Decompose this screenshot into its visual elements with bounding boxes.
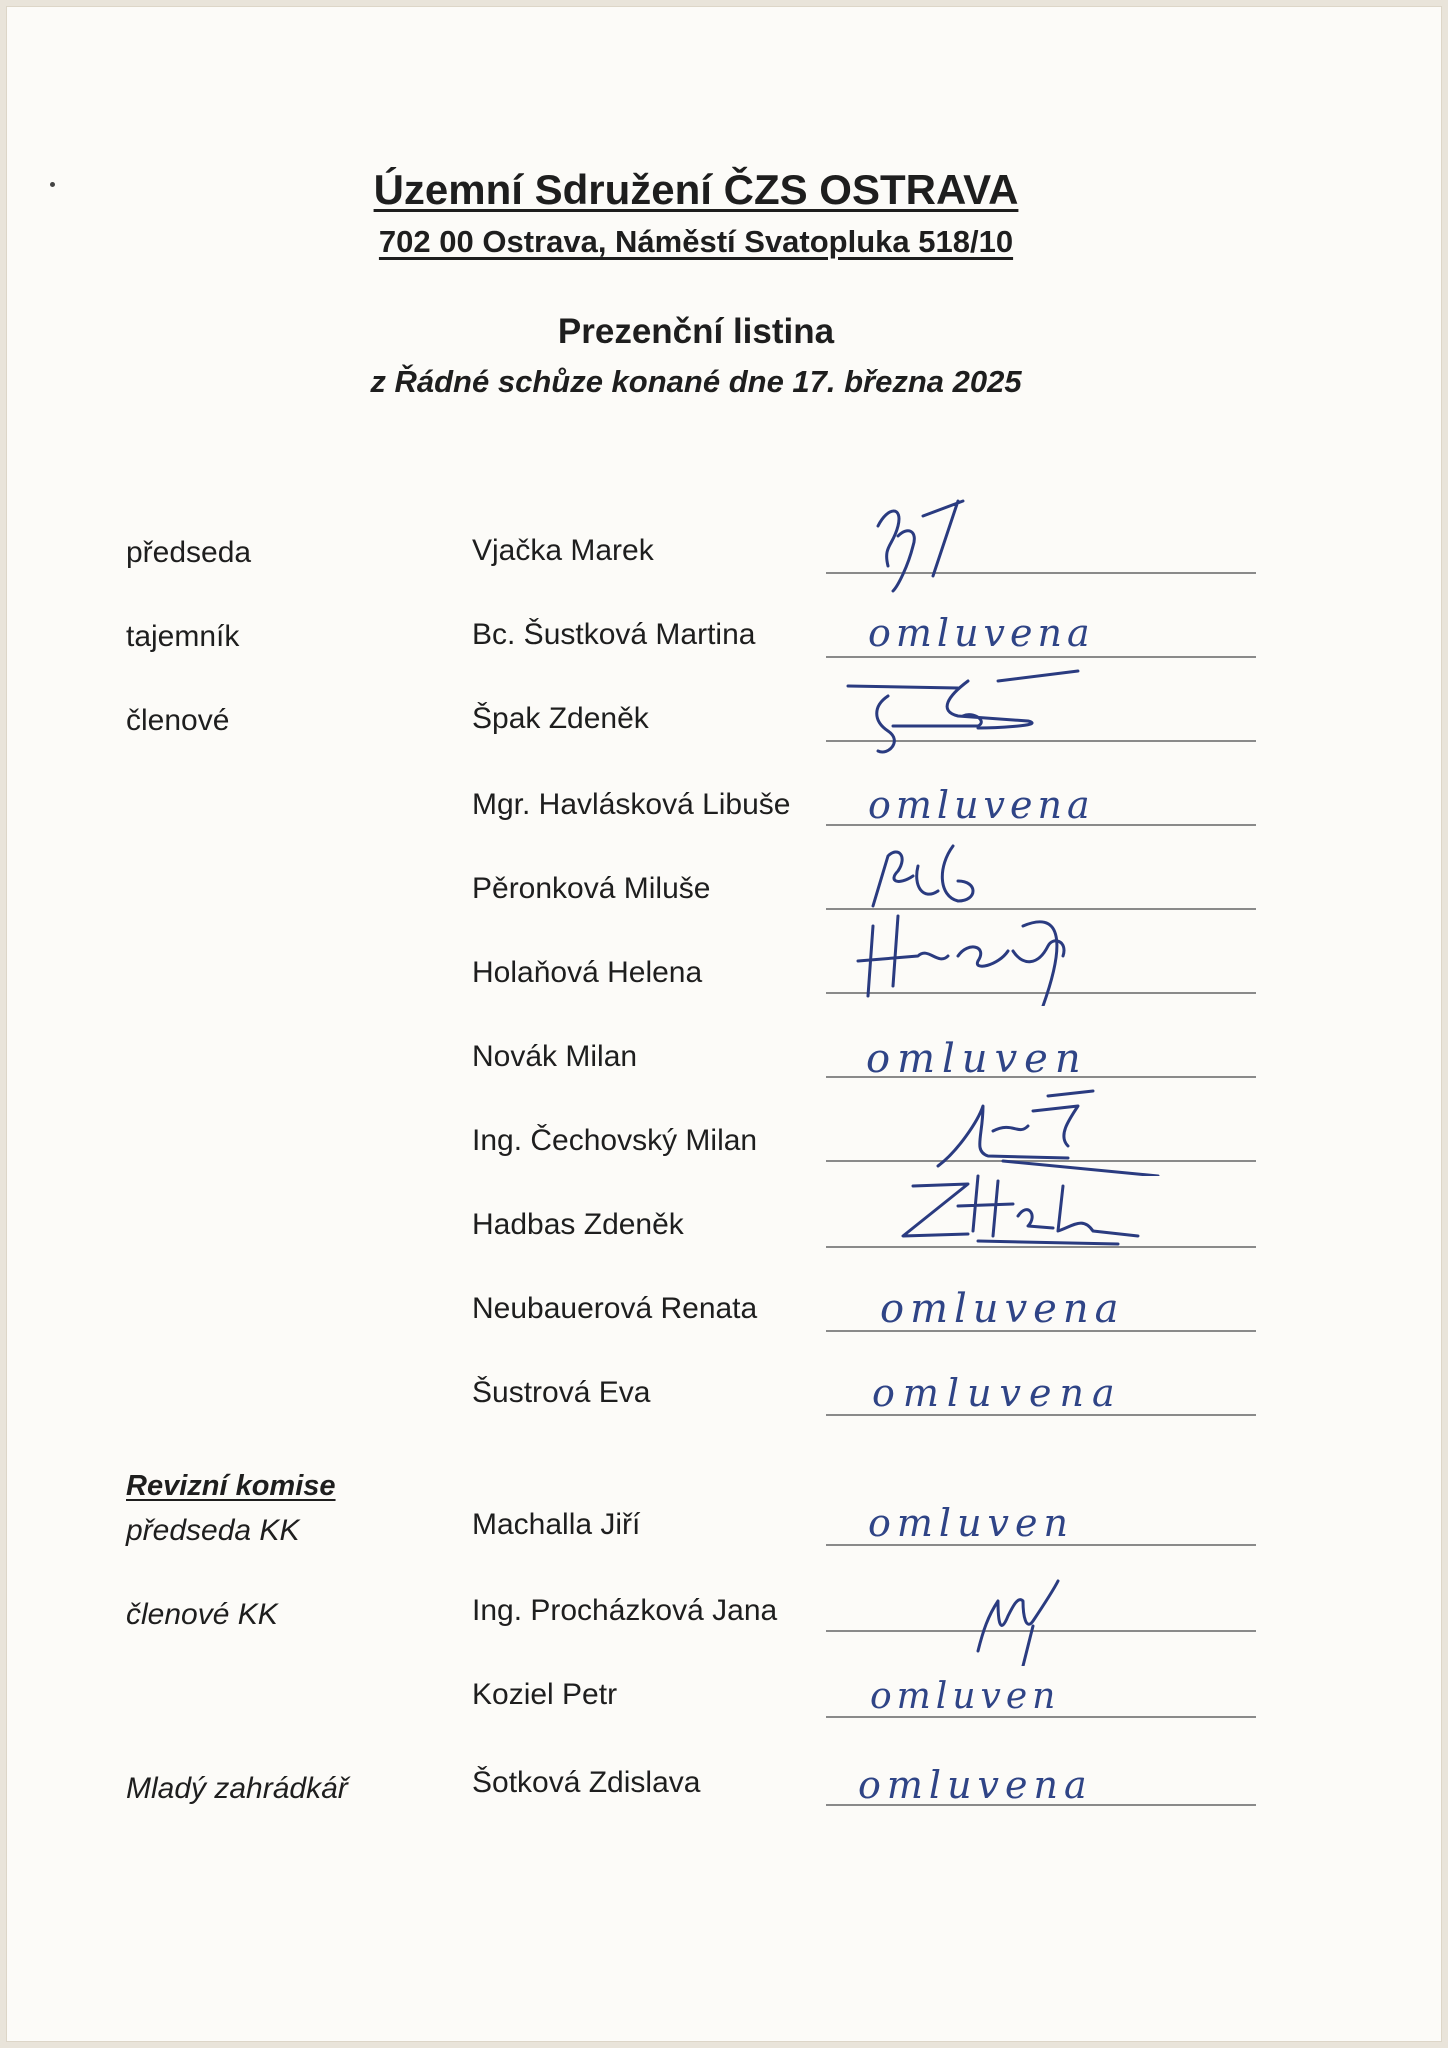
row-name: Holaňová Helena: [472, 956, 703, 989]
row-name: Bc. Šustková Martina: [472, 618, 756, 651]
row-name: Neubauerová Renata: [472, 1292, 758, 1325]
organization-name: Územní Sdružení ČZS OSTRAVA: [373, 166, 1019, 213]
svg-text:omluven: omluven: [866, 1036, 1088, 1082]
signature-text: [828, 1324, 1258, 1434]
row-role: předseda KK: [126, 1514, 300, 1547]
signature-text: [828, 1716, 1258, 1826]
document-page: [6, 6, 1442, 2042]
organization-address: 702 00 Ostrava, Náměstí Svatopluka 518/10: [378, 224, 1014, 259]
svg-text:omluvena: omluvena: [880, 1286, 1125, 1332]
row-name: Ing. Čechovský Milan: [472, 1124, 758, 1157]
row-role: předseda: [126, 536, 252, 569]
row-role: členové KK: [126, 1598, 278, 1631]
row-role: tajemník: [126, 620, 240, 653]
row-name: Vjačka Marek: [472, 534, 654, 567]
row-name: Špak Zdeněk: [472, 702, 649, 735]
row-name: Novák Milan: [472, 1040, 638, 1073]
row-name: Pěronková Miluše: [472, 872, 711, 905]
svg-text:omluvena: omluvena: [872, 1371, 1123, 1415]
svg-text:omluvena: omluvena: [868, 783, 1095, 827]
document-subtitle: z Řádné schůze konané dne 17. března 2025: [370, 364, 1022, 399]
document-title: Prezenční listina: [557, 312, 835, 351]
row-name: Machalla Jiří: [472, 1508, 641, 1541]
svg-text:omluvena: omluvena: [868, 611, 1095, 655]
svg-text:omluvena: omluvena: [858, 1763, 1093, 1807]
svg-text:omluven: omluven: [870, 1676, 1061, 1717]
row-role: Mladý zahrádkář: [126, 1772, 348, 1805]
row-name: Šotková Zdislava: [472, 1766, 701, 1799]
row-name: Ing. Procházková Jana: [472, 1594, 778, 1627]
svg-text:omluven: omluven: [868, 1501, 1074, 1545]
signature-text: [828, 1454, 1258, 1564]
row-name: Koziel Petr: [472, 1678, 618, 1711]
section-heading-revision: Revizní komise: [126, 1470, 336, 1502]
row-name: Hadbas Zdeněk: [472, 1208, 684, 1241]
row-role: členové: [126, 704, 230, 737]
row-name: Šustrová Eva: [472, 1376, 651, 1409]
row-name: Mgr. Havlásková Libuše: [472, 788, 791, 821]
